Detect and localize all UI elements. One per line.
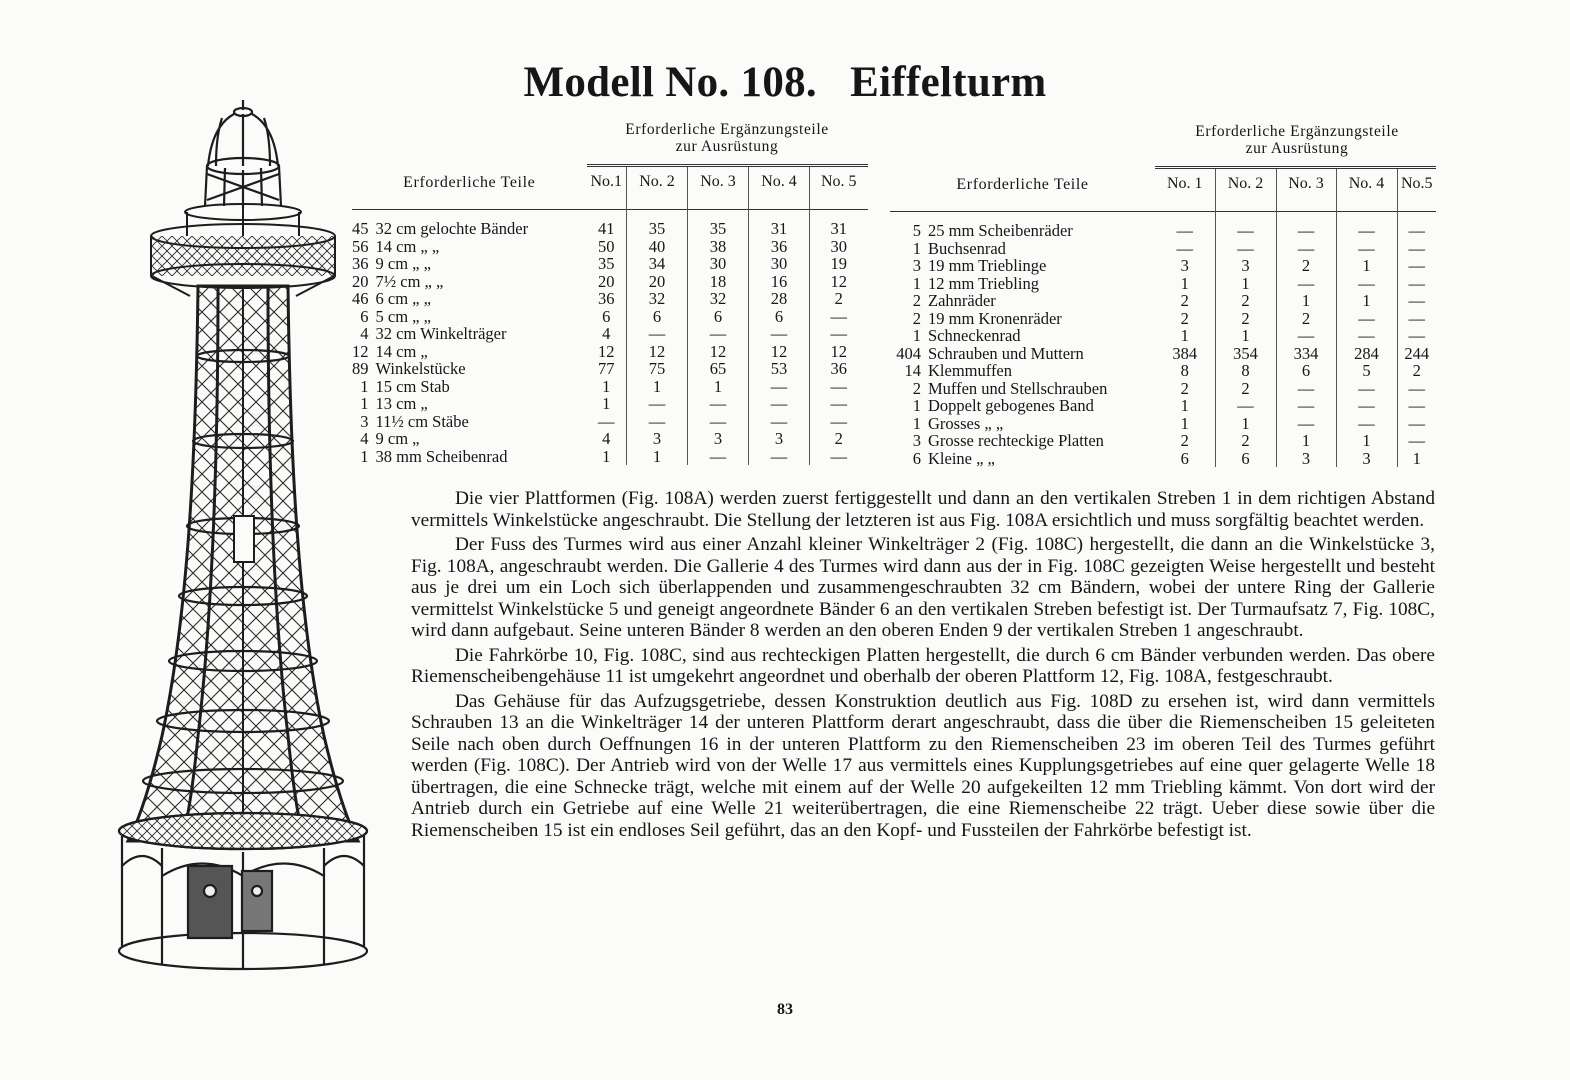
outfit-quantity: 2 [1215, 380, 1276, 398]
outfit-quantity: — [1397, 310, 1436, 328]
outfit-quantity: 2 [810, 290, 868, 308]
part-count: 6 [360, 306, 369, 326]
outfit-quantity: 1 [1215, 327, 1276, 345]
outfit-header: No. 3 [688, 166, 749, 210]
table-row [352, 378, 868, 396]
outfit-quantity: — [1336, 397, 1397, 415]
part-count: 3 [912, 256, 921, 275]
outfit-quantity: 244 [1397, 345, 1436, 363]
outfit-quantity: — [1336, 240, 1397, 258]
outfit-quantity: — [1276, 240, 1336, 258]
part-count: 1 [912, 326, 921, 345]
instruction-paragraph: Der Fuss des Turmes wird aus einer Anzahl kleiner Winkelträger 2 (Fig. 108C) hergestellt, die dann an die Winkelstücke 3, Fig. 108A, angeschraubt werden. Die Gallerie 4 des Turmes wird dann aus der in Fig. 108C gezeigten Weise hergestellt und besteht aus je drei um ein Loch sich überlappenden und zusammengeschraubten 32 cm Bändern, wobei der untere Ring der Gallerie vermittelst Winkelstücke 5 und geneigt angeordnete Bänder 6 an den vertikalen Streben befestigt ist. Der Turmaufsatz 7, Fig. 108C, wird dann aufgebaut. Seine unteren Bänder 8 werden an den oberen Enden 9 der vertikalen Streben 1 angeschraubt. [411, 534, 1435, 641]
outfit-quantity: — [1215, 240, 1276, 258]
outfit-quantity: — [1397, 380, 1436, 398]
part-name: 32 cm Winkelträger [375, 324, 507, 343]
table-row [890, 450, 1436, 468]
outfit-quantity: 36 [749, 238, 810, 256]
outfit-quantity: 6 [627, 308, 688, 326]
outfit-quantity: — [1336, 415, 1397, 433]
outfit-quantity: — [810, 308, 868, 326]
table-row [890, 380, 1436, 398]
outfit-quantity: 53 [749, 360, 810, 378]
right-supplement-header-line: Erforderliche Ergänzungsteile [1195, 123, 1399, 140]
outfit-quantity: 1 [1276, 292, 1336, 310]
outfit-quantity: 1 [1336, 292, 1397, 310]
outfit-quantity: 32 [688, 290, 749, 308]
outfit-quantity: 4 [602, 324, 611, 343]
table-row [890, 397, 1436, 415]
outfit-quantity: — [810, 395, 868, 413]
table-row [352, 290, 868, 308]
part-name: 32 cm gelochte Bänder [376, 210, 587, 238]
part-name: Muffen und Stellschrauben [928, 378, 1108, 398]
outfit-quantity: 2 [1276, 310, 1336, 328]
part-count: 36 [352, 254, 369, 273]
table-row [352, 238, 868, 256]
page-number: 83 [777, 1001, 793, 1018]
outfit-quantity: 2 [1180, 308, 1189, 328]
part-count: 3 [360, 411, 369, 431]
part-count: 404 [896, 343, 921, 363]
outfit-quantity: — [1397, 415, 1436, 433]
part-count: 3 [912, 431, 921, 450]
table-row [352, 430, 868, 448]
outfit-quantity: — [749, 325, 810, 343]
outfit-quantity: — [1336, 310, 1397, 328]
part-name: 15 cm Stab [375, 376, 450, 396]
outfit-quantity: — [1397, 257, 1436, 275]
outfit-quantity: 1 [688, 378, 749, 396]
part-count: 89 [352, 359, 369, 378]
outfit-quantity: — [688, 448, 749, 466]
part-name: Schrauben und Muttern [928, 343, 1084, 363]
outfit-quantity: — [627, 413, 688, 431]
outfit-quantity: 3 [1336, 450, 1397, 468]
outfit-header: No. 2 [627, 166, 688, 210]
table-row [890, 327, 1436, 345]
outfit-quantity: 36 [810, 360, 868, 378]
outfit-quantity: — [688, 395, 749, 413]
table-row [352, 325, 868, 343]
part-count: 56 [352, 236, 369, 256]
table-row [890, 292, 1436, 310]
part-count: 1 [360, 446, 369, 466]
table-row [890, 345, 1436, 363]
part-count: 6 [912, 448, 921, 468]
part-count: 46 [352, 289, 369, 308]
outfit-quantity: 2 [1215, 292, 1276, 310]
outfit-quantity: 6 [1180, 448, 1189, 468]
outfit-quantity: — [810, 448, 868, 466]
outfit-quantity: 19 [810, 255, 868, 273]
table-row [890, 275, 1436, 293]
page-title: Modell No. 108. Eiffelturm [523, 59, 1047, 106]
part-name: 6 cm „ „ [375, 289, 431, 308]
outfit-quantity: 6 [688, 308, 749, 326]
outfit-quantity: 77 [598, 359, 615, 378]
part-count: 12 [352, 341, 369, 361]
table-row [890, 310, 1436, 328]
outfit-quantity: 2 [1215, 310, 1276, 328]
part-name: Doppelt gebogenes Band [928, 396, 1094, 415]
outfit-quantity: 36 [598, 289, 615, 308]
outfit-quantity: 75 [627, 360, 688, 378]
outfit-quantity: 1 [602, 376, 611, 396]
outfit-header: No. 5 [810, 166, 868, 210]
outfit-quantity: 2 [1180, 378, 1189, 398]
table-row [352, 448, 868, 466]
outfit-header: No. 4 [1336, 168, 1397, 212]
outfit-quantity: 1 [1215, 275, 1276, 293]
outfit-quantity: 31 [810, 210, 868, 238]
outfit-header: No. 4 [749, 166, 810, 210]
part-name: Grosse rechteckige Platten [928, 431, 1104, 450]
outfit-quantity: — [810, 378, 868, 396]
outfit-quantity: 1 [1336, 432, 1397, 450]
outfit-quantity: 32 [627, 290, 688, 308]
table-row [890, 257, 1436, 275]
part-count: 14 [904, 361, 921, 380]
outfit-quantity: 40 [627, 238, 688, 256]
part-name: Zahnräder [928, 291, 996, 310]
outfit-quantity: 35 [688, 210, 749, 238]
right-parts-column-header: Erforderliche Teile [956, 175, 1089, 193]
table-row [352, 273, 868, 291]
outfit-quantity: 50 [598, 236, 615, 256]
outfit-quantity: 8 [1215, 362, 1276, 380]
outfit-quantity: 354 [1215, 345, 1276, 363]
outfit-quantity: 38 [688, 238, 749, 256]
outfit-quantity: 16 [749, 273, 810, 291]
outfit-quantity: 1 [1180, 326, 1189, 345]
outfit-quantity: — [1276, 415, 1336, 433]
left-parts-table [352, 164, 868, 465]
outfit-quantity: 30 [810, 238, 868, 256]
table-row [890, 212, 1436, 240]
part-count: 5 [890, 212, 928, 240]
outfit-quantity: — [810, 413, 868, 431]
table-row [352, 395, 868, 413]
outfit-quantity: — [1397, 240, 1436, 258]
outfit-quantity: 2 [1180, 291, 1189, 310]
table-row [890, 415, 1436, 433]
part-count: 1 [912, 238, 921, 258]
part-count: 2 [912, 378, 921, 398]
outfit-quantity: 284 [1336, 345, 1397, 363]
left-supplement-header [586, 121, 868, 155]
instruction-paragraph: Die Fahrkörbe 10, Fig. 108C, sind aus rechteckigen Platten hergestellt, die durch 6 cm Bänder verbunden werden. Das obere Riemenscheibengehäuse 11 ist umgekehrt angeordnet und oberhalb der oberen Plattform 12, Fig. 108A, festgeschraubt. [411, 644, 1435, 687]
outfit-quantity: 12 [688, 343, 749, 361]
outfit-quantity: — [749, 413, 810, 431]
outfit-quantity: 5 [1336, 362, 1397, 380]
outfit-quantity: 2 [810, 430, 868, 448]
part-count: 1 [912, 413, 921, 433]
outfit-header: No. 3 [1276, 168, 1336, 212]
outfit-quantity: — [1336, 275, 1397, 293]
outfit-quantity: — [1397, 432, 1436, 450]
part-name: 9 cm „ „ [375, 254, 431, 273]
outfit-quantity: 1 [1397, 450, 1436, 468]
outfit-quantity: — [627, 325, 688, 343]
outfit-quantity: 3 [627, 430, 688, 448]
outfit-quantity: — [1397, 212, 1436, 240]
outfit-quantity: — [1276, 397, 1336, 415]
outfit-quantity: 3 [1215, 257, 1276, 275]
outfit-quantity: 2 [1397, 362, 1436, 380]
outfit-quantity: 28 [749, 290, 810, 308]
outfit-header: No.1 [587, 166, 627, 210]
outfit-quantity: — [1336, 327, 1397, 345]
part-name: 13 cm „ [375, 394, 428, 413]
table-row [352, 413, 868, 431]
outfit-quantity: 12 [810, 343, 868, 361]
outfit-quantity: 3 [688, 430, 749, 448]
outfit-quantity: 65 [688, 360, 749, 378]
part-name: 14 cm „ [375, 341, 428, 361]
outfit-quantity: 30 [749, 255, 810, 273]
outfit-quantity: 12 [627, 343, 688, 361]
outfit-quantity: 1 [1180, 396, 1189, 415]
table-row [352, 360, 868, 378]
outfit-quantity: 1 [1276, 432, 1336, 450]
part-name: 5 cm „ „ [375, 306, 431, 326]
outfit-quantity: 3 [1180, 256, 1189, 275]
outfit-quantity: — [810, 325, 868, 343]
outfit-quantity: 20 [627, 273, 688, 291]
outfit-quantity: 1 [627, 448, 688, 466]
outfit-quantity: — [749, 448, 810, 466]
outfit-header: No. 1 [1155, 168, 1215, 212]
outfit-quantity: 2 [1180, 431, 1189, 450]
instruction-paragraph: Die vier Plattformen (Fig. 108A) werden zuerst fertiggestellt und dann an den vertikalen Streben 1 in dem richtigen Abstand vermittels Winkelstücke angeschraubt. Die Stellung der letzteren ist aus Fig. 108A ersichtlich und muss sorgfältig beachtet werden. [411, 488, 1435, 531]
outfit-quantity: — [1215, 212, 1276, 240]
left-parts-column-header: Erforderliche Teile [403, 173, 536, 191]
outfit-quantity: — [1276, 327, 1336, 345]
part-count: 20 [352, 271, 369, 291]
part-count: 1 [360, 376, 369, 396]
outfit-quantity: — [1397, 292, 1436, 310]
part-count: 1 [360, 394, 369, 413]
left-supplement-header-line: zur Ausrüstung [675, 138, 779, 155]
outfit-quantity: — [749, 378, 810, 396]
outfit-quantity: 30 [688, 255, 749, 273]
part-name: 11½ cm Stäbe [375, 411, 469, 431]
part-name: Schneckenrad [928, 326, 1021, 345]
part-name: Buchsenrad [928, 238, 1006, 258]
outfit-quantity: — [1276, 275, 1336, 293]
outfit-quantity: 12 [598, 341, 615, 361]
outfit-quantity: 3 [749, 430, 810, 448]
outfit-quantity: 1 [602, 446, 611, 466]
outfit-quantity: 6 [749, 308, 810, 326]
outfit-quantity: — [1336, 212, 1397, 240]
outfit-quantity: 8 [1180, 361, 1189, 380]
part-name: Klemmuffen [928, 361, 1013, 380]
table-row [890, 362, 1436, 380]
outfit-quantity: 1 [1180, 273, 1189, 293]
part-count: 45 [352, 210, 376, 238]
outfit-quantity: 3 [1276, 450, 1336, 468]
outfit-quantity: 2 [1215, 432, 1276, 450]
part-count: 2 [912, 308, 921, 328]
part-name: 38 mm Scheibenrad [375, 446, 508, 466]
outfit-quantity: — [1155, 212, 1215, 240]
outfit-quantity: — [1397, 327, 1436, 345]
outfit-quantity: 12 [810, 273, 868, 291]
outfit-quantity: 41 [587, 210, 627, 238]
part-name: 19 mm Trieblinge [928, 256, 1047, 275]
part-name: Kleine „ „ [928, 448, 995, 468]
outfit-quantity: 1 [627, 378, 688, 396]
outfit-quantity: — [1336, 380, 1397, 398]
outfit-quantity: — [1397, 275, 1436, 293]
outfit-quantity: — [627, 395, 688, 413]
outfit-header: No. 2 [1215, 168, 1276, 212]
outfit-quantity: — [1276, 212, 1336, 240]
table-row [890, 240, 1436, 258]
outfit-quantity: — [688, 413, 749, 431]
part-name: Grosses „ „ [928, 413, 1004, 433]
outfit-quantity: — [1215, 397, 1276, 415]
outfit-quantity: 4 [602, 429, 611, 448]
outfit-quantity: — [688, 325, 749, 343]
outfit-quantity: 6 [1215, 450, 1276, 468]
outfit-quantity: 35 [627, 210, 688, 238]
part-name: 14 cm „ „ [375, 236, 440, 256]
outfit-quantity: 1 [1180, 413, 1189, 433]
part-name: 25 mm Scheibenräder [928, 212, 1155, 240]
outfit-quantity: — [1276, 380, 1336, 398]
part-name: 19 mm Kronenräder [928, 308, 1062, 328]
table-row [352, 308, 868, 326]
outfit-quantity: 334 [1276, 345, 1336, 363]
outfit-quantity: 35 [598, 254, 615, 273]
outfit-quantity: — [749, 395, 810, 413]
eiffel-tower-model-illustration [112, 96, 374, 981]
outfit-quantity: 6 [602, 306, 611, 326]
outfit-quantity: 31 [749, 210, 810, 238]
table-row [352, 210, 868, 238]
outfit-quantity: — [1397, 397, 1436, 415]
instructions-text [411, 488, 1435, 841]
outfit-quantity: — [1176, 238, 1193, 258]
table-row [352, 255, 868, 273]
outfit-quantity: 2 [1276, 257, 1336, 275]
outfit-quantity: 1 [1215, 415, 1276, 433]
part-name: 12 mm Triebling [928, 273, 1039, 293]
table-row [352, 343, 868, 361]
left-supplement-header-line: Erforderliche Ergänzungsteile [625, 121, 829, 138]
part-name: 7½ cm „ „ [375, 271, 444, 291]
outfit-header: No.5 [1397, 168, 1436, 212]
right-supplement-header-line: zur Ausrüstung [1245, 140, 1349, 157]
part-count: 1 [912, 273, 921, 293]
part-count: 1 [912, 396, 921, 415]
outfit-quantity: 12 [749, 343, 810, 361]
table-row [890, 432, 1436, 450]
right-supplement-header [1155, 123, 1439, 157]
outfit-quantity: 6 [1276, 362, 1336, 380]
outfit-quantity: 20 [598, 271, 615, 291]
part-name: 9 cm „ [375, 429, 420, 448]
instruction-paragraph: Das Gehäuse für das Aufzugsgetriebe, dessen Konstruktion deutlich aus Fig. 108D zu ersehen ist, wird dann vermittels Schrauben 13 an die Winkelträger 14 der unteren Plattform derart angeschraubt, dass die über die Riemenscheiben 15 geleiteten Seile nach oben durch Oeffnungen 16 in der unteren Plattform zu den Riemenscheiben 23 im oberen Teil des Turmes geführt werden (Fig. 108C). Der Antrieb wird von der Welle 17 aus vermittels eines Kupplungsgetriebes auf eine quer gelagerte Welle 18 übertragen, die eine Schnecke trägt, welche mit einem auf der Welle 20 aufgekeilten 12 mm Triebling kämmt. Von dort wird der Antrieb durch ein Getriebe auf eine Welle 21 weiterübertragen, die eine Riemenscheibe 22 trägt. Ueber diese sowie über die Riemenscheiben 15 ist ein endloses Seil geführt, das an den Kopf- und Fussteilen der Fahrkörbe befestigt ist. [411, 690, 1435, 841]
right-parts-table [890, 166, 1436, 467]
outfit-quantity: 1 [1336, 257, 1397, 275]
outfit-quantity: — [598, 411, 615, 431]
outfit-quantity: 1 [602, 394, 611, 413]
outfit-quantity: 18 [688, 273, 749, 291]
part-name: Winkelstücke [375, 359, 466, 378]
outfit-quantity: 384 [1172, 343, 1198, 363]
part-count: 4 [360, 324, 369, 343]
outfit-quantity: 34 [627, 255, 688, 273]
part-count: 2 [912, 291, 921, 310]
part-count: 4 [360, 429, 369, 448]
